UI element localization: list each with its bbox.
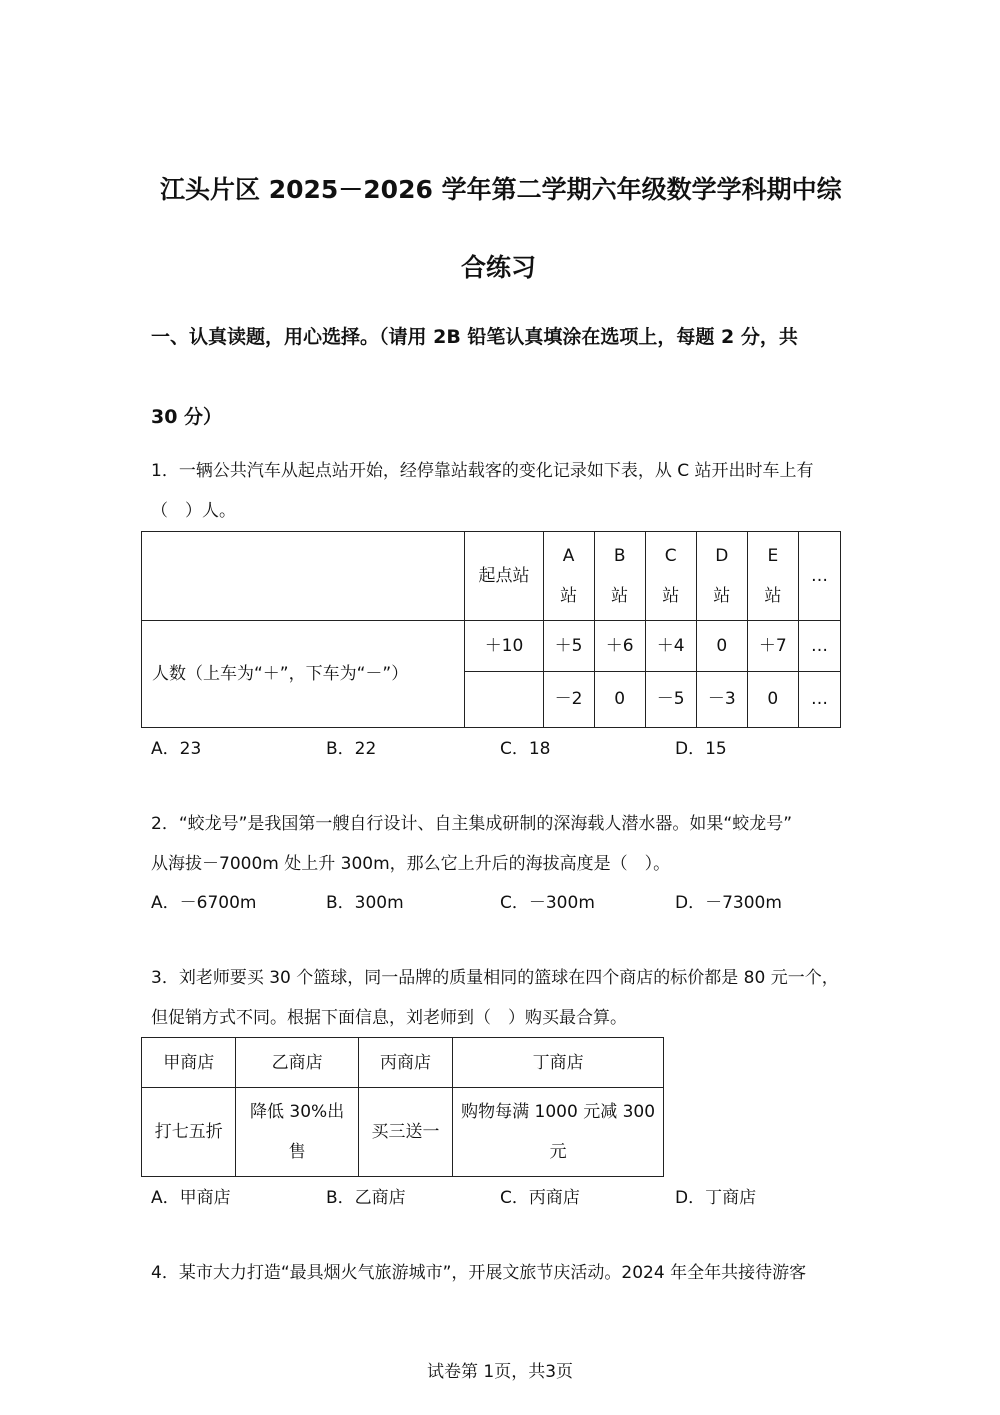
q1-option-b[interactable]: B．22 [326, 739, 377, 759]
q3-option-d[interactable]: D．丁商店 [675, 1188, 757, 1208]
q1-cell-on: ＋6 [594, 621, 645, 671]
q1-cell-off: 0 [594, 671, 645, 727]
section-heading-line2: 30 分） [151, 406, 223, 428]
q4-text-line1: 4．某市大力打造“最具烟火气旅游城市”，开展文旅节庆活动。2024 年全年共接待游客 [151, 1263, 807, 1283]
q3-cell-bing: 买三送一 [358, 1088, 452, 1177]
q3-cell-jia: 打七五折 [142, 1088, 236, 1177]
q3-header-store-jia: 甲商店 [142, 1038, 236, 1088]
q1-cell-on: 0 [696, 621, 747, 671]
q1-cell-on: ＋7 [747, 621, 798, 671]
q1-cell-off [465, 671, 543, 727]
q1-cell-on: … [798, 621, 840, 671]
q1-cell-off: －3 [696, 671, 747, 727]
q1-header-b: B 站 [594, 532, 645, 621]
page-footer: 试卷第 1页，共3页 [427, 1362, 574, 1382]
q1-cell-off: … [798, 671, 840, 727]
q2-text-line2: 从海拔－7000m 处上升 300m，那么它上升后的海拔高度是（ ）。 [151, 854, 671, 874]
exam-title-line1: 江头片区 2025－2026 学年第二学期六年级数学学科期中综 [160, 175, 842, 204]
q1-header-a: A 站 [543, 532, 594, 621]
q1-text-line2: （ ）人。 [151, 501, 236, 521]
section-heading-line1: 一、认真读题，用心选择。（请用 2B 铅笔认真填涂在选项上，每题 2 分，共 [151, 326, 798, 348]
q3-cell-ding: 购物每满 1000 元减 300 元 [453, 1088, 664, 1177]
q1-cell-off: －2 [543, 671, 594, 727]
q2-option-b[interactable]: B．300m [326, 893, 404, 913]
q1-cell-off: －5 [645, 671, 696, 727]
q1-table-corner [142, 532, 465, 621]
q1-cell-on: ＋4 [645, 621, 696, 671]
q3-header-store-bing: 丙商店 [358, 1038, 452, 1088]
q3-header-store-yi: 乙商店 [236, 1038, 358, 1088]
q2-option-d[interactable]: D．－7300m [675, 893, 782, 913]
q2-text-line1: 2．“蛟龙号”是我国第一艘自行设计、自主集成研制的深海载人潜水器。如果“蛟龙号” [151, 814, 793, 834]
q3-text-line1: 3．刘老师要买 30 个篮球，同一品牌的质量相同的篮球在四个商店的标价都是 80 元一个， [151, 968, 839, 988]
q1-header-c: C 站 [645, 532, 696, 621]
q3-text-line2: 但促销方式不同。根据下面信息，刘老师到（ ）购买最合算。 [151, 1008, 627, 1028]
q1-row-label: 人数（上车为“＋”，下车为“－”） [142, 621, 465, 728]
q3-store-table [141, 1037, 664, 1177]
q1-option-d[interactable]: D．15 [675, 739, 727, 759]
q1-header-start: 起点站 [465, 532, 543, 621]
q3-cell-yi: 降低 30%出 售 [236, 1088, 358, 1177]
q3-option-a[interactable]: A．甲商店 [151, 1188, 231, 1208]
q3-option-b[interactable]: B．乙商店 [326, 1188, 406, 1208]
q3-header-store-ding: 丁商店 [453, 1038, 664, 1088]
q1-header-more: … [798, 532, 840, 621]
q3-option-c[interactable]: C．丙商店 [500, 1188, 580, 1208]
q1-option-c[interactable]: C．18 [500, 739, 551, 759]
q1-option-a[interactable]: A．23 [151, 739, 202, 759]
q1-cell-on: ＋5 [543, 621, 594, 671]
q1-header-d: D 站 [696, 532, 747, 621]
q1-station-table [141, 531, 841, 728]
q1-text-line1: 1．一辆公共汽车从起点站开始，经停靠站载客的变化记录如下表，从 C 站开出时车上有 [151, 461, 814, 481]
q1-cell-off: 0 [747, 671, 798, 727]
q1-header-e: E 站 [747, 532, 798, 621]
q1-cell-on: ＋10 [465, 621, 543, 671]
q2-option-c[interactable]: C．－300m [500, 893, 595, 913]
q2-option-a[interactable]: A．－6700m [151, 893, 257, 913]
exam-title-line2: 合练习 [461, 253, 537, 282]
